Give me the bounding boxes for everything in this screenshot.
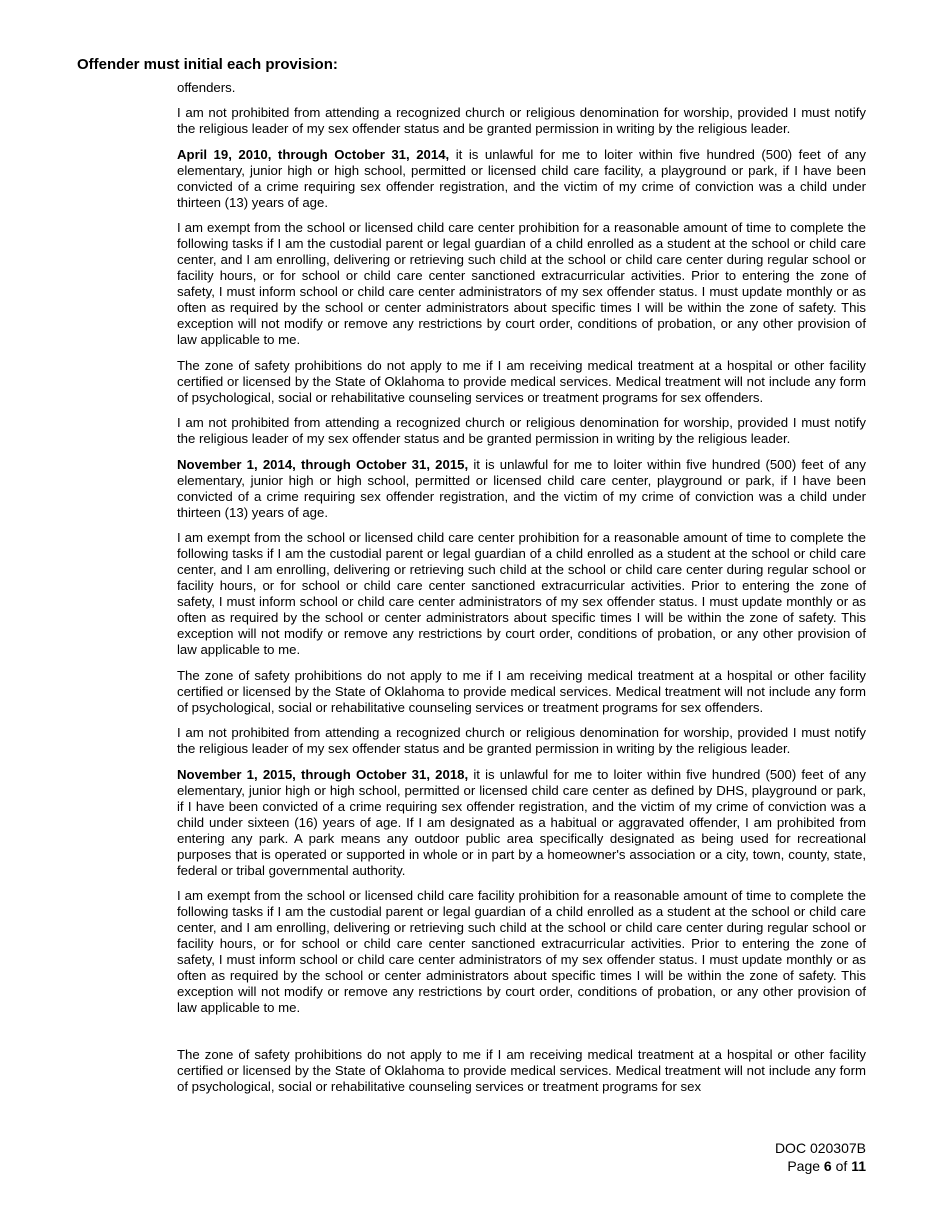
- paragraph-text: I am exempt from the school or licensed child care center prohibition for a reasonable amount of time to complete the following tasks if I am the custodial parent or legal guardian of a child enrolled as a student at the school or child care center, and I am enrolling, delivering or retrieving such child at the school or child care center during regular school or facility hours, or for school or child care center sanctioned extracurricular activities. Prior to entering the zone of safety, I must inform school or child care center administrators of my sex offender status. I must update monthly or as often as required by the school or center administrators about specific times I will be within the zone of safety. This exception will not modify or remove any restrictions by court order, conditions of probation, or any other provision of law applicable to me.: [177, 530, 866, 657]
- paragraph-religious-worship: [177, 105, 866, 137]
- paragraph-continuation: [177, 80, 866, 96]
- paragraph-text: The zone of safety prohibitions do not apply to me if I am receiving medical treatment at a hospital or other facility certified or licensed by the State of Oklahoma to provide medical services. Medical treatment will not include any form of psychological, social or rehabilitative counseling services or treatment programs for sex: [177, 1047, 866, 1094]
- page-of: of: [835, 1158, 848, 1174]
- paragraph-loiter-2010-2014: [177, 147, 866, 211]
- paragraph-religious-worship: [177, 725, 866, 757]
- paragraph-text: it is unlawful for me to loiter within five hundred (500) feet of any elementary, junior high or high school, permitted or licensed child care facility, a playground or park, if I have been convicted of a crime requiring sex offender registration, and the victim of my crime of conviction was a child under thirteen (13) years of age.: [177, 146, 866, 210]
- paragraph-medical-treatment: [177, 668, 866, 716]
- page-footer: [775, 1139, 866, 1175]
- date-range: November 1, 2015, through October 31, 2018,: [177, 766, 469, 782]
- paragraph-text: it is unlawful for me to loiter within five hundred (500) feet of any elementary, junior high or high school, permitted or licensed child care center, playground or park, if I have been convicted of a crime requiring sex offender registration, and the victim of my crime of conviction was a child under thirteen (13) years of age.: [177, 456, 866, 520]
- paragraph-text: I am exempt from the school or licensed child care facility prohibition for a reasonable amount of time to complete the following tasks if I am the custodial parent or legal guardian of a child enrolled as a student at the school or child care center, and I am enrolling, delivering or retrieving such child at the school or child care center during regular school or facility hours, or for school or child care center sanctioned extracurricular activities. Prior to entering the zone of safety, I must inform school or child care center administrators of my sex offender status. I must update monthly or as often as required by the school or center administrators about specific times I will be within the zone of safety. This exception will not modify or remove any restrictions by court order, conditions of probation, or any other provision of law applicable to me.: [177, 888, 866, 1015]
- paragraph-religious-worship: [177, 415, 866, 447]
- date-range: November 1, 2014, through October 31, 2015,: [177, 456, 469, 472]
- date-range: April 19, 2010, through October 31, 2014,: [177, 146, 450, 162]
- paragraph-exemption: [177, 220, 866, 348]
- paragraph-text: it is unlawful for me to loiter within five hundred (500) feet of any elementary, junior high or high school, permitted or licensed child care center as defined by DHS, playground or park, if I have been convicted of a crime requiring sex offender registration, and the victim of my crime of conviction was a child under sixteen (16) years of age. If I am designated as a habitual or aggravated offender, I am prohibited from entering any park. A park means any outdoor public area specifically designated as being used for recreational purposes that is operated or supported in whole or in part by a homeowner's association or a city, town, county, state, federal or tribal governmental authority.: [177, 766, 866, 878]
- paragraph-exemption: [177, 888, 866, 1016]
- page-total: 11: [851, 1158, 866, 1174]
- paragraph-exemption: [177, 530, 866, 658]
- paragraph-medical-treatment: [177, 358, 866, 406]
- page-current: 6: [823, 1158, 832, 1174]
- doc-number: DOC 020307B: [774, 1140, 866, 1156]
- paragraph-loiter-2015-2018: [177, 767, 866, 879]
- paragraph-text: I am not prohibited from attending a recognized church or religious denomination for worship, provided I must notify the religious leader of my sex offender status and be granted permission in writing by the religious leader.: [177, 725, 866, 756]
- page-word: Page: [787, 1158, 821, 1174]
- paragraph-loiter-2014-2015: [177, 457, 866, 521]
- paragraph-text: offenders.: [177, 80, 236, 95]
- paragraph-text: I am exempt from the school or licensed child care center prohibition for a reasonable amount of time to complete the following tasks if I am the custodial parent or legal guardian of a child enrolled as a student at the school or child care center, and I am enrolling, delivering or retrieving such child at the school or child care center during regular school or facility hours, or for school or child care center sanctioned extracurricular activities. Prior to entering the zone of safety, I must inform school or child care center administrators of my sex offender status. I must update monthly or as often as required by the school or center administrators about specific times I will be within the zone of safety. This exception will not modify or remove any restrictions by court order, conditions of probation, or any other provision of law applicable to me.: [177, 220, 866, 347]
- paragraph-text: I am not prohibited from attending a recognized church or religious denomination for worship, provided I must notify the religious leader of my sex offender status and be granted permission in writing by the religious leader.: [177, 415, 866, 446]
- document-body: [177, 80, 866, 1105]
- paragraph-text: I am not prohibited from attending a recognized church or religious denomination for worship, provided I must notify the religious leader of my sex offender status and be granted permission in writing by the religious leader.: [177, 105, 866, 136]
- page-heading: Offender must initial each provision:: [77, 56, 338, 73]
- paragraph-text: The zone of safety prohibitions do not apply to me if I am receiving medical treatment at a hospital or other facility certified or licensed by the State of Oklahoma to provide medical services. Medical treatment will not include any form of psychological, social or rehabilitative counseling services or treatment programs for sex offenders.: [177, 667, 866, 715]
- paragraph-text: The zone of safety prohibitions do not apply to me if I am receiving medical treatment at a hospital or other facility certified or licensed by the State of Oklahoma to provide medical services. Medical treatment will not include any form of psychological, social or rehabilitative counseling services or treatment programs for sex offenders.: [177, 357, 866, 405]
- paragraph-medical-treatment: [177, 1047, 866, 1095]
- page-indicator: [775, 1157, 866, 1175]
